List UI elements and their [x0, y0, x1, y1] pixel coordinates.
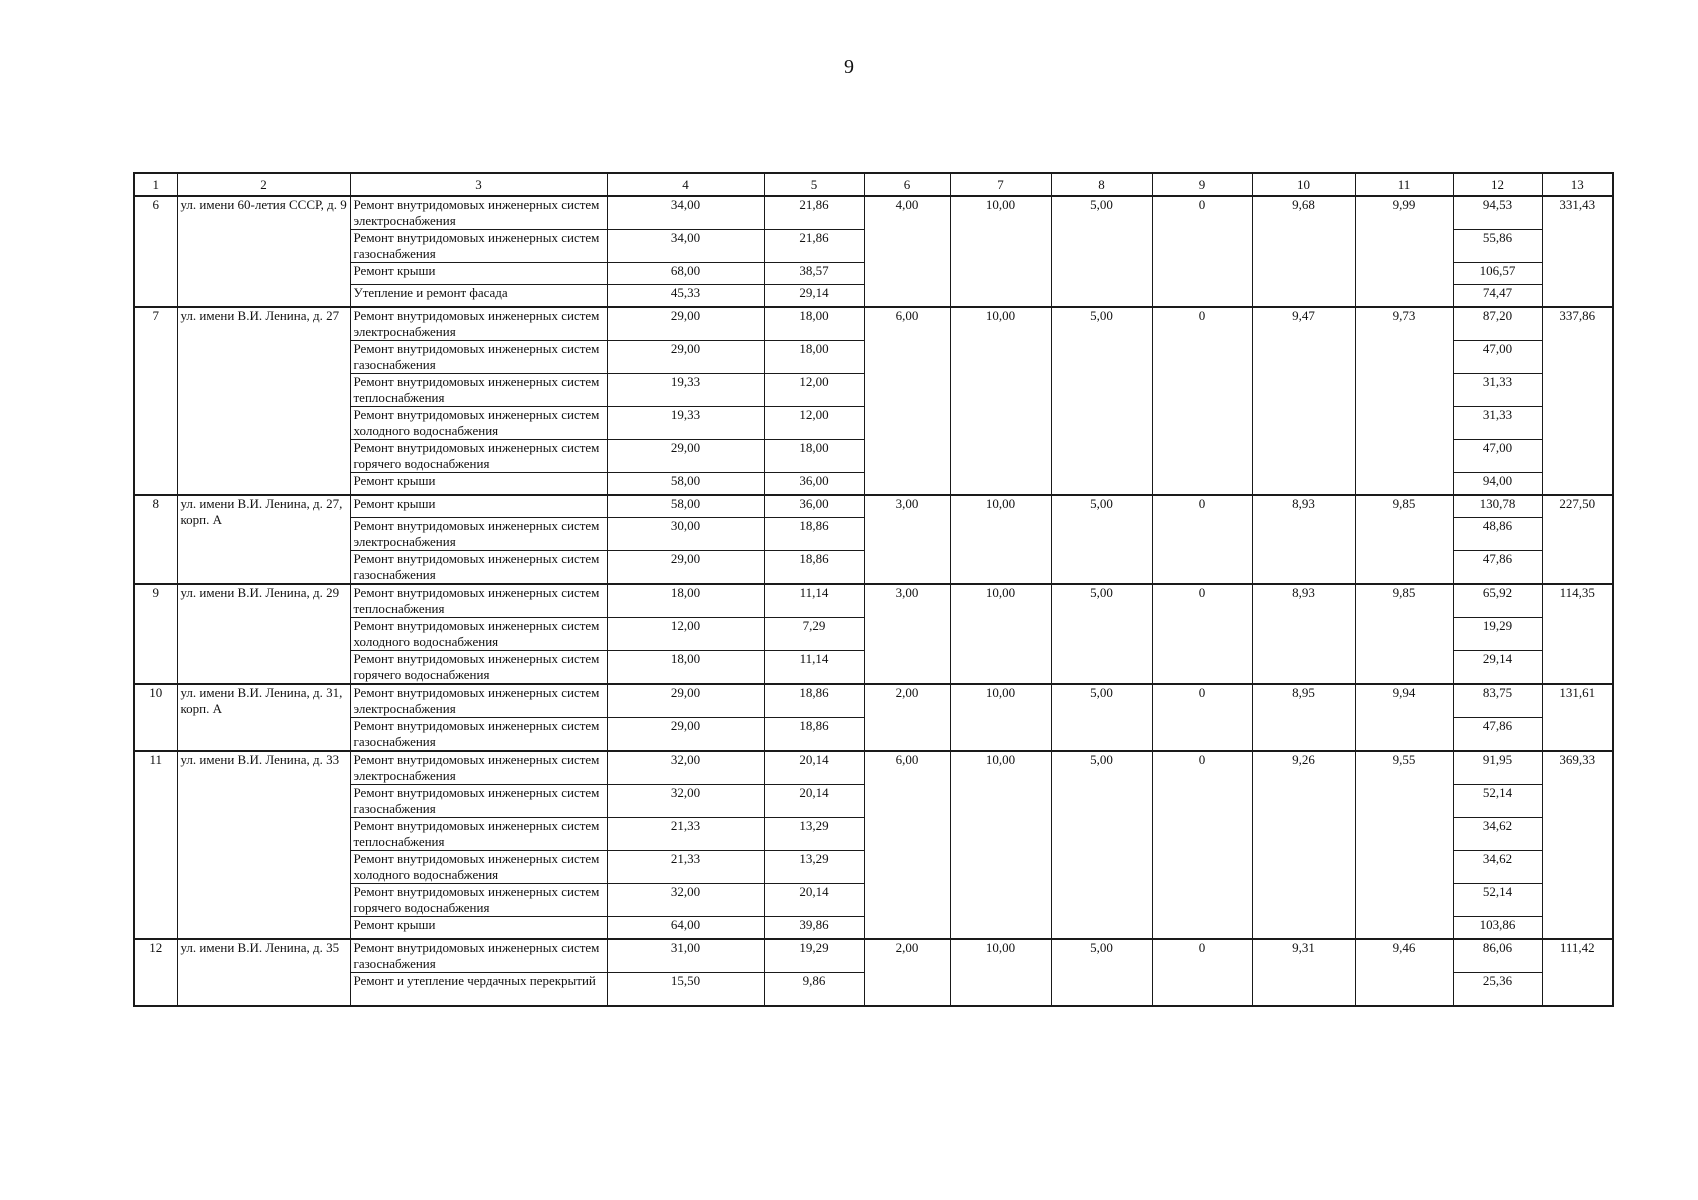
col5-cell: 20,14 [764, 785, 864, 818]
work-type-cell: Ремонт крыши [350, 917, 607, 940]
col12-cell: 19,29 [1453, 618, 1542, 651]
col8-cell: 5,00 [1051, 495, 1152, 584]
col8-cell: 5,00 [1051, 307, 1152, 495]
col12-cell: 25,36 [1453, 973, 1542, 1007]
address-cell: ул. имени В.И. Ленина, д. 33 [177, 751, 350, 939]
col10-cell: 9,26 [1252, 751, 1355, 939]
col12-cell: 48,86 [1453, 518, 1542, 551]
col9-cell: 0 [1152, 307, 1252, 495]
col4-cell: 29,00 [607, 551, 764, 585]
col5-cell: 18,00 [764, 440, 864, 473]
col12-cell: 87,20 [1453, 307, 1542, 341]
col5-cell: 20,14 [764, 884, 864, 917]
row-number-cell: 7 [134, 307, 177, 495]
col7-cell: 10,00 [950, 196, 1051, 307]
col4-cell: 58,00 [607, 473, 764, 496]
col11-cell: 9,46 [1355, 939, 1453, 1006]
col7-cell: 10,00 [950, 495, 1051, 584]
column-header: 12 [1453, 173, 1542, 196]
col12-cell: 29,14 [1453, 651, 1542, 685]
col7-cell: 10,00 [950, 684, 1051, 751]
col9-cell: 0 [1152, 584, 1252, 684]
col5-cell: 7,29 [764, 618, 864, 651]
col4-cell: 21,33 [607, 851, 764, 884]
col4-cell: 32,00 [607, 751, 764, 785]
col12-cell: 83,75 [1453, 684, 1542, 718]
work-type-cell: Ремонт внутридомовых инженерных систем газоснабжения [350, 785, 607, 818]
col12-cell: 47,86 [1453, 718, 1542, 752]
column-header: 9 [1152, 173, 1252, 196]
col5-cell: 12,00 [764, 374, 864, 407]
column-header: 5 [764, 173, 864, 196]
col9-cell: 0 [1152, 495, 1252, 584]
work-type-cell: Ремонт внутридомовых инженерных систем горячего водоснабжения [350, 440, 607, 473]
col5-cell: 18,00 [764, 307, 864, 341]
col10-cell: 8,93 [1252, 584, 1355, 684]
work-type-cell: Ремонт крыши [350, 495, 607, 518]
col7-cell: 10,00 [950, 307, 1051, 495]
col9-cell: 0 [1152, 196, 1252, 307]
col4-cell: 58,00 [607, 495, 764, 518]
col5-cell: 36,00 [764, 473, 864, 496]
table-row [134, 751, 1613, 785]
col5-cell: 39,86 [764, 917, 864, 940]
col8-cell: 5,00 [1051, 751, 1152, 939]
col5-cell: 18,86 [764, 551, 864, 585]
col5-cell: 9,86 [764, 973, 864, 1007]
col4-cell: 32,00 [607, 785, 764, 818]
col12-cell: 47,86 [1453, 551, 1542, 585]
column-header: 11 [1355, 173, 1453, 196]
work-type-cell: Ремонт внутридомовых инженерных систем газоснабжения [350, 230, 607, 263]
work-type-cell: Ремонт внутридомовых инженерных систем газоснабжения [350, 718, 607, 752]
col4-cell: 21,33 [607, 818, 764, 851]
col7-cell: 10,00 [950, 939, 1051, 1006]
col12-cell: 65,92 [1453, 584, 1542, 618]
col4-cell: 19,33 [607, 374, 764, 407]
col6-cell: 2,00 [864, 939, 950, 1006]
col8-cell: 5,00 [1051, 584, 1152, 684]
work-type-cell: Ремонт внутридомовых инженерных систем электроснабжения [350, 684, 607, 718]
work-type-cell: Ремонт внутридомовых инженерных систем теплоснабжения [350, 584, 607, 618]
col10-cell: 9,68 [1252, 196, 1355, 307]
address-cell: ул. имени В.И. Ленина, д. 29 [177, 584, 350, 684]
work-type-cell: Ремонт внутридомовых инженерных систем газоснабжения [350, 939, 607, 973]
col12-cell: 34,62 [1453, 851, 1542, 884]
col12-cell: 130,78 [1453, 495, 1542, 518]
col10-cell: 9,31 [1252, 939, 1355, 1006]
col6-cell: 4,00 [864, 196, 950, 307]
col11-cell: 9,94 [1355, 684, 1453, 751]
row-number-cell: 11 [134, 751, 177, 939]
address-cell: ул. имени В.И. Ленина, д. 31, корп. А [177, 684, 350, 751]
col5-cell: 18,00 [764, 341, 864, 374]
col4-cell: 68,00 [607, 263, 764, 285]
col5-cell: 21,86 [764, 196, 864, 230]
col12-cell: 106,57 [1453, 263, 1542, 285]
column-header: 13 [1542, 173, 1613, 196]
col12-cell: 52,14 [1453, 785, 1542, 818]
col5-cell: 18,86 [764, 684, 864, 718]
col10-cell: 9,47 [1252, 307, 1355, 495]
col13-cell: 337,86 [1542, 307, 1613, 495]
col4-cell: 30,00 [607, 518, 764, 551]
col13-cell: 111,42 [1542, 939, 1613, 1006]
work-type-cell: Ремонт внутридомовых инженерных систем теплоснабжения [350, 818, 607, 851]
row-number-cell: 6 [134, 196, 177, 307]
col11-cell: 9,85 [1355, 495, 1453, 584]
row-number-cell: 12 [134, 939, 177, 1006]
col11-cell: 9,85 [1355, 584, 1453, 684]
col5-cell: 38,57 [764, 263, 864, 285]
col12-cell: 94,53 [1453, 196, 1542, 230]
row-number-cell: 9 [134, 584, 177, 684]
col5-cell: 18,86 [764, 718, 864, 752]
col5-cell: 20,14 [764, 751, 864, 785]
col13-cell: 114,35 [1542, 584, 1613, 684]
col11-cell: 9,73 [1355, 307, 1453, 495]
col4-cell: 64,00 [607, 917, 764, 940]
col5-cell: 18,86 [764, 518, 864, 551]
col10-cell: 8,95 [1252, 684, 1355, 751]
col8-cell: 5,00 [1051, 684, 1152, 751]
col4-cell: 31,00 [607, 939, 764, 973]
work-type-cell: Ремонт и утепление чердачных перекрытий [350, 973, 607, 1007]
page-number: 9 [844, 56, 854, 78]
col6-cell: 2,00 [864, 684, 950, 751]
work-type-cell: Ремонт крыши [350, 473, 607, 496]
column-number-row [134, 173, 1613, 196]
column-header: 7 [950, 173, 1051, 196]
address-cell: ул. имени В.И. Ленина, д. 27 [177, 307, 350, 495]
column-header: 2 [177, 173, 350, 196]
col4-cell: 34,00 [607, 196, 764, 230]
col4-cell: 32,00 [607, 884, 764, 917]
work-type-cell: Ремонт внутридомовых инженерных систем горячего водоснабжения [350, 884, 607, 917]
col5-cell: 11,14 [764, 651, 864, 685]
column-header: 6 [864, 173, 950, 196]
work-type-cell: Утепление и ремонт фасада [350, 285, 607, 308]
col12-cell: 74,47 [1453, 285, 1542, 308]
col5-cell: 13,29 [764, 818, 864, 851]
col6-cell: 3,00 [864, 495, 950, 584]
col6-cell: 3,00 [864, 584, 950, 684]
col4-cell: 12,00 [607, 618, 764, 651]
col6-cell: 6,00 [864, 751, 950, 939]
work-type-cell: Ремонт внутридомовых инженерных систем газоснабжения [350, 551, 607, 585]
address-cell: ул. имени В.И. Ленина, д. 27, корп. А [177, 495, 350, 584]
repair-table [133, 172, 1614, 1007]
col12-cell: 55,86 [1453, 230, 1542, 263]
col4-cell: 29,00 [607, 684, 764, 718]
col11-cell: 9,99 [1355, 196, 1453, 307]
col4-cell: 29,00 [607, 307, 764, 341]
col9-cell: 0 [1152, 751, 1252, 939]
col6-cell: 6,00 [864, 307, 950, 495]
col4-cell: 29,00 [607, 718, 764, 752]
work-type-cell: Ремонт внутридомовых инженерных систем электроснабжения [350, 307, 607, 341]
col12-cell: 34,62 [1453, 818, 1542, 851]
address-cell: ул. имени В.И. Ленина, д. 35 [177, 939, 350, 1006]
row-number-cell: 10 [134, 684, 177, 751]
col5-cell: 13,29 [764, 851, 864, 884]
col12-cell: 103,86 [1453, 917, 1542, 940]
table-row [134, 584, 1613, 618]
col4-cell: 34,00 [607, 230, 764, 263]
col13-cell: 369,33 [1542, 751, 1613, 939]
col4-cell: 45,33 [607, 285, 764, 308]
table-body [134, 196, 1613, 1006]
col5-cell: 19,29 [764, 939, 864, 973]
row-number-cell: 8 [134, 495, 177, 584]
work-type-cell: Ремонт внутридомовых инженерных систем холодного водоснабжения [350, 618, 607, 651]
column-header: 1 [134, 173, 177, 196]
column-header: 8 [1051, 173, 1152, 196]
col12-cell: 94,00 [1453, 473, 1542, 496]
col13-cell: 227,50 [1542, 495, 1613, 584]
col13-cell: 331,43 [1542, 196, 1613, 307]
col10-cell: 8,93 [1252, 495, 1355, 584]
col8-cell: 5,00 [1051, 939, 1152, 1006]
col4-cell: 15,50 [607, 973, 764, 1007]
col7-cell: 10,00 [950, 584, 1051, 684]
col12-cell: 52,14 [1453, 884, 1542, 917]
column-header: 4 [607, 173, 764, 196]
col12-cell: 86,06 [1453, 939, 1542, 973]
work-type-cell: Ремонт внутридомовых инженерных систем холодного водоснабжения [350, 407, 607, 440]
work-type-cell: Ремонт внутридомовых инженерных систем теплоснабжения [350, 374, 607, 407]
col4-cell: 18,00 [607, 651, 764, 685]
table-row [134, 495, 1613, 518]
col12-cell: 31,33 [1453, 407, 1542, 440]
col13-cell: 131,61 [1542, 684, 1613, 751]
col5-cell: 29,14 [764, 285, 864, 308]
column-header: 3 [350, 173, 607, 196]
col5-cell: 36,00 [764, 495, 864, 518]
col9-cell: 0 [1152, 684, 1252, 751]
col4-cell: 18,00 [607, 584, 764, 618]
work-type-cell: Ремонт крыши [350, 263, 607, 285]
col8-cell: 5,00 [1051, 196, 1152, 307]
work-type-cell: Ремонт внутридомовых инженерных систем горячего водоснабжения [350, 651, 607, 685]
col5-cell: 21,86 [764, 230, 864, 263]
col5-cell: 11,14 [764, 584, 864, 618]
table-row [134, 939, 1613, 973]
column-header: 10 [1252, 173, 1355, 196]
col4-cell: 29,00 [607, 341, 764, 374]
work-type-cell: Ремонт внутридомовых инженерных систем электроснабжения [350, 518, 607, 551]
col7-cell: 10,00 [950, 751, 1051, 939]
table-row [134, 196, 1613, 230]
work-type-cell: Ремонт внутридомовых инженерных систем газоснабжения [350, 341, 607, 374]
col12-cell: 47,00 [1453, 440, 1542, 473]
col11-cell: 9,55 [1355, 751, 1453, 939]
work-type-cell: Ремонт внутридомовых инженерных систем холодного водоснабжения [350, 851, 607, 884]
work-type-cell: Ремонт внутридомовых инженерных систем электроснабжения [350, 751, 607, 785]
col9-cell: 0 [1152, 939, 1252, 1006]
col12-cell: 47,00 [1453, 341, 1542, 374]
col5-cell: 12,00 [764, 407, 864, 440]
col4-cell: 19,33 [607, 407, 764, 440]
address-cell: ул. имени 60-летия СССР, д. 9 [177, 196, 350, 307]
table-row [134, 307, 1613, 341]
col12-cell: 31,33 [1453, 374, 1542, 407]
col12-cell: 91,95 [1453, 751, 1542, 785]
table-row [134, 684, 1613, 718]
work-type-cell: Ремонт внутридомовых инженерных систем электроснабжения [350, 196, 607, 230]
col4-cell: 29,00 [607, 440, 764, 473]
